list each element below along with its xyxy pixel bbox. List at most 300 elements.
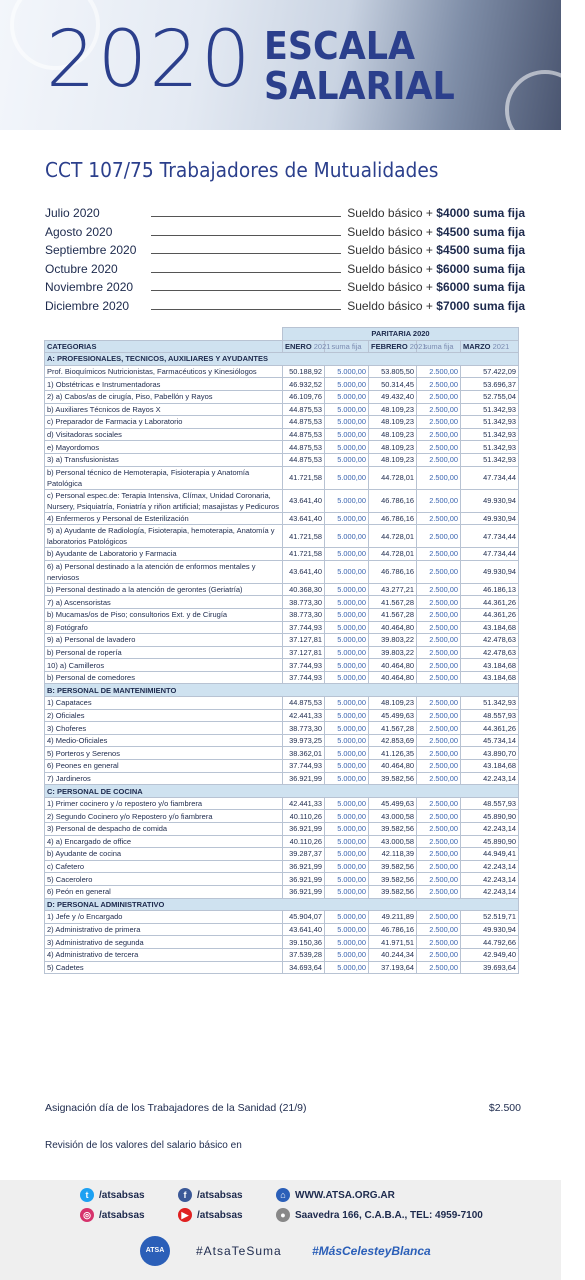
enero-value: 41.721,58	[283, 548, 325, 561]
table-row	[45, 860, 519, 873]
febrero-value: 43.000,58	[369, 835, 417, 848]
table-row	[45, 961, 519, 974]
enero-suma-fija: 5.000,00	[325, 772, 369, 785]
enero-suma-fija: 5.000,00	[325, 659, 369, 672]
febrero-suma-fija: 2.500,00	[417, 583, 461, 596]
marzo-value: 43.890,70	[461, 747, 519, 760]
enero-suma-fija: 5.000,00	[325, 365, 369, 378]
enero-suma-fija: 5.000,00	[325, 797, 369, 810]
table-row	[45, 722, 519, 735]
instagram-icon: ◎	[80, 1208, 94, 1222]
table-row	[45, 709, 519, 722]
marzo-value: 49.930,94	[461, 560, 519, 583]
table-row	[45, 548, 519, 561]
month-value: Sueldo básico + $6000 suma fija	[347, 280, 525, 295]
section-header-row	[45, 684, 519, 697]
enero-suma-fija: 5.000,00	[325, 390, 369, 403]
febrero-value: 41.567,28	[369, 608, 417, 621]
enero-suma-fija: 5.000,00	[325, 747, 369, 760]
enero-value: 37.744,93	[283, 659, 325, 672]
febrero-value: 39.803,22	[369, 634, 417, 647]
category-cell: d) Visitadoras sociales	[45, 428, 283, 441]
febrero-suma-fija: 2.500,00	[417, 646, 461, 659]
enero-value: 41.721,58	[283, 525, 325, 548]
year-title: 2020	[46, 15, 253, 105]
febrero-suma-fija: 2.500,00	[417, 911, 461, 924]
enero-suma-fija: 5.000,00	[325, 709, 369, 722]
enero-suma-fija: 5.000,00	[325, 810, 369, 823]
enero-suma-fija: 5.000,00	[325, 848, 369, 861]
enero-suma-fija: 5.000,00	[325, 634, 369, 647]
febrero-value: 49.432,40	[369, 390, 417, 403]
column-header-marzo: MARZO 2021	[461, 340, 519, 353]
febrero-suma-fija: 2.500,00	[417, 525, 461, 548]
marzo-value: 47.734,44	[461, 525, 519, 548]
marzo-value: 39.693,64	[461, 961, 519, 974]
enero-value: 39.973,25	[283, 734, 325, 747]
category-cell: c) Preparador de Farmacia y Laboratorio	[45, 416, 283, 429]
month-value: Sueldo básico + $6000 suma fija	[347, 261, 525, 276]
month-row	[45, 299, 525, 318]
enero-value: 46.932,52	[283, 378, 325, 391]
marzo-value: 45.890,90	[461, 835, 519, 848]
category-cell: 1) Obstétricas e Instrumentadoras	[45, 378, 283, 391]
febrero-suma-fija: 2.500,00	[417, 772, 461, 785]
marzo-value: 51.342,93	[461, 697, 519, 710]
section-header-row	[45, 353, 519, 366]
table-row	[45, 646, 519, 659]
section-header-row	[45, 898, 519, 911]
leader-line	[151, 216, 341, 217]
marzo-value: 44.949,41	[461, 848, 519, 861]
febrero-suma-fija: 2.500,00	[417, 441, 461, 454]
table-row	[45, 390, 519, 403]
enero-value: 40.368,30	[283, 583, 325, 596]
febrero-value: 40.464,80	[369, 621, 417, 634]
youtube-icon: ▶	[178, 1208, 192, 1222]
title-line-2: SALARIAL	[264, 64, 455, 108]
marzo-value: 42.478,63	[461, 634, 519, 647]
facebook-icon: f	[178, 1188, 192, 1202]
category-cell: b) Ayudante de Laboratorio y Farmacia	[45, 548, 283, 561]
febrero-suma-fija: 2.500,00	[417, 734, 461, 747]
category-cell: c) Cafetero	[45, 860, 283, 873]
category-cell: 8) Fotógrafo	[45, 621, 283, 634]
table-row	[45, 525, 519, 548]
category-cell: 4) Enfermeros y Personal de Esterilización	[45, 512, 283, 525]
category-cell: b) Personal técnico de Hemoterapia, Fisioterapia y Anatomía Patológica	[45, 466, 283, 489]
table-row	[45, 608, 519, 621]
column-header-febrero: FEBRERO 2021	[369, 340, 417, 353]
febrero-suma-fija: 2.500,00	[417, 390, 461, 403]
febrero-suma-fija: 2.500,00	[417, 747, 461, 760]
marzo-value: 45.734,14	[461, 734, 519, 747]
category-cell: b) Personal de ropería	[45, 646, 283, 659]
enero-value: 44.875,53	[283, 441, 325, 454]
enero-suma-fija: 5.000,00	[325, 512, 369, 525]
month-value: Sueldo básico + $7000 suma fija	[347, 298, 525, 313]
category-cell: 5) a) Ayudante de Radiología, Fisioterapia, hemoterapia, Anatomía y laboratorios Patológicos	[45, 525, 283, 548]
leader-line	[151, 253, 341, 254]
enero-value: 37.539,28	[283, 948, 325, 961]
address: ● Saavedra 166, C.A.B.A., TEL: 4959-7100	[276, 1208, 483, 1222]
category-cell: 3) Administrativo de segunda	[45, 936, 283, 949]
section-title: C: PERSONAL DE COCINA	[45, 785, 519, 798]
location-pin-icon: ●	[276, 1208, 290, 1222]
febrero-value: 49.211,89	[369, 911, 417, 924]
marzo-value: 43.184,68	[461, 760, 519, 773]
febrero-value: 48.109,23	[369, 403, 417, 416]
marzo-value: 46.186,13	[461, 583, 519, 596]
category-cell: 6) Peones en general	[45, 760, 283, 773]
category-cell: 7) a) Ascensoristas	[45, 596, 283, 609]
revision-note: Revisión de los valores del salario básico en	[45, 1140, 242, 1151]
category-cell: 6) a) Personal destinado a la atención de enformos mentales y nerviosos	[45, 560, 283, 583]
febrero-suma-fija: 2.500,00	[417, 416, 461, 429]
enero-value: 38.362,01	[283, 747, 325, 760]
table-row	[45, 428, 519, 441]
febrero-suma-fija: 2.500,00	[417, 823, 461, 836]
asignacion-value: $2.500	[488, 1102, 521, 1114]
febrero-value: 48.109,23	[369, 428, 417, 441]
febrero-suma-fija: 2.500,00	[417, 560, 461, 583]
febrero-suma-fija: 2.500,00	[417, 453, 461, 466]
home-icon: ⌂	[276, 1188, 290, 1202]
asignacion-label: Asignación día de los Trabajadores de la Sanidad (21/9)	[45, 1102, 307, 1114]
febrero-value: 45.499,63	[369, 709, 417, 722]
marzo-value: 49.930,94	[461, 512, 519, 525]
table-row	[45, 441, 519, 454]
febrero-value: 46.786,16	[369, 489, 417, 512]
enero-suma-fija: 5.000,00	[325, 378, 369, 391]
febrero-value: 39.582,56	[369, 860, 417, 873]
leader-line	[151, 309, 341, 310]
leader-line	[151, 235, 341, 236]
category-cell: b) Personal destinado a la atención de gerontes (Geriatría)	[45, 583, 283, 596]
table-row	[45, 378, 519, 391]
enero-value: 37.744,93	[283, 621, 325, 634]
enero-suma-fija: 5.000,00	[325, 466, 369, 489]
marzo-value: 52.755,04	[461, 390, 519, 403]
month-value: Sueldo básico + $4000 suma fija	[347, 206, 525, 220]
enero-value: 39.150,36	[283, 936, 325, 949]
marzo-value: 44.361,26	[461, 608, 519, 621]
febrero-value: 40.464,80	[369, 659, 417, 672]
enero-suma-fija: 5.000,00	[325, 608, 369, 621]
marzo-value: 42.243,14	[461, 860, 519, 873]
enero-suma-fija: 5.000,00	[325, 936, 369, 949]
enero-value: 36.921,99	[283, 860, 325, 873]
enero-suma-fija: 5.000,00	[325, 646, 369, 659]
table-row	[45, 466, 519, 489]
category-cell: 10) a) Camilleros	[45, 659, 283, 672]
febrero-value: 39.582,56	[369, 823, 417, 836]
table-header-row	[45, 328, 519, 341]
febrero-suma-fija: 2.500,00	[417, 709, 461, 722]
month-name: Noviembre 2020	[45, 280, 134, 295]
table-row	[45, 659, 519, 672]
febrero-value: 41.567,28	[369, 596, 417, 609]
category-cell: 1) Primer cocinero y /o repostero y/o fiambrera	[45, 797, 283, 810]
enero-value: 39.287,37	[283, 848, 325, 861]
category-cell: 4) Medio-Oficiales	[45, 734, 283, 747]
marzo-value: 51.342,93	[461, 403, 519, 416]
month-value: Sueldo básico + $4500 suma fija	[347, 224, 525, 239]
enero-value: 45.904,07	[283, 911, 325, 924]
table-row	[45, 416, 519, 429]
enero-suma-fija: 5.000,00	[325, 621, 369, 634]
table-row	[45, 873, 519, 886]
enero-value: 46.109,76	[283, 390, 325, 403]
febrero-suma-fija: 2.500,00	[417, 961, 461, 974]
leader-line	[151, 290, 341, 291]
table-row	[45, 453, 519, 466]
category-cell: 2) Administrativo de primera	[45, 923, 283, 936]
enero-suma-fija: 5.000,00	[325, 441, 369, 454]
enero-value: 37.127,81	[283, 646, 325, 659]
enero-suma-fija: 5.000,00	[325, 911, 369, 924]
enero-value: 36.921,99	[283, 772, 325, 785]
table-row	[45, 512, 519, 525]
enero-value: 50.188,92	[283, 365, 325, 378]
marzo-value: 48.557,93	[461, 797, 519, 810]
month-name: Diciembre 2020	[45, 298, 130, 313]
category-cell: 6) Peón en general	[45, 885, 283, 898]
section-title: D: PERSONAL ADMINISTRATIVO	[45, 898, 519, 911]
category-cell: c) Personal espec.de: Terapia Intensiva, Clímax, Unidad Coronaria, Nursery, Psiquiatría, Foniatría y riñon artificial; masajistas y Pedicuros	[45, 489, 283, 512]
enero-value: 37.127,81	[283, 634, 325, 647]
enero-value: 38.773,30	[283, 596, 325, 609]
enero-value: 43.641,40	[283, 512, 325, 525]
enero-suma-fija: 5.000,00	[325, 885, 369, 898]
febrero-value: 53.805,50	[369, 365, 417, 378]
table-row	[45, 489, 519, 512]
marzo-value: 51.342,93	[461, 416, 519, 429]
febrero-suma-fija: 2.500,00	[417, 548, 461, 561]
enero-suma-fija: 5.000,00	[325, 823, 369, 836]
enero-value: 43.641,40	[283, 560, 325, 583]
febrero-value: 42.118,39	[369, 848, 417, 861]
category-cell: b) Mucamas/os de Piso; consultorios Ext. y de Cirugía	[45, 608, 283, 621]
hashtag-atsatesuma: #AtsaTeSuma	[196, 1244, 282, 1258]
enero-value: 42.441,33	[283, 709, 325, 722]
febrero-value: 46.786,16	[369, 923, 417, 936]
enero-suma-fija: 5.000,00	[325, 428, 369, 441]
category-cell: 5) Cadetes	[45, 961, 283, 974]
month-row	[45, 206, 525, 225]
febrero-value: 46.786,16	[369, 560, 417, 583]
category-cell: 4) Administrativo de tercera	[45, 948, 283, 961]
category-cell: 5) Porteros y Serenos	[45, 747, 283, 760]
febrero-value: 48.109,23	[369, 453, 417, 466]
column-header-suma-fija: suma fija	[417, 340, 461, 353]
table-row	[45, 848, 519, 861]
category-cell: 7) Jardineros	[45, 772, 283, 785]
enero-value: 36.921,99	[283, 873, 325, 886]
month-name: Octubre 2020	[45, 261, 118, 276]
category-cell: Prof. Bioquímicos Nutricionistas, Farmacéuticos y Kinesiólogos	[45, 365, 283, 378]
febrero-value: 39.803,22	[369, 646, 417, 659]
enero-value: 43.641,40	[283, 489, 325, 512]
category-cell: e) Mayordomos	[45, 441, 283, 454]
febrero-value: 41.126,35	[369, 747, 417, 760]
monthly-increments	[45, 206, 525, 318]
febrero-suma-fija: 2.500,00	[417, 596, 461, 609]
enero-suma-fija: 5.000,00	[325, 961, 369, 974]
enero-suma-fija: 5.000,00	[325, 416, 369, 429]
enero-suma-fija: 5.000,00	[325, 525, 369, 548]
marzo-value: 42.949,40	[461, 948, 519, 961]
febrero-suma-fija: 2.500,00	[417, 466, 461, 489]
febrero-suma-fija: 2.500,00	[417, 923, 461, 936]
febrero-value: 37.193,64	[369, 961, 417, 974]
marzo-value: 42.243,14	[461, 772, 519, 785]
febrero-suma-fija: 2.500,00	[417, 797, 461, 810]
section-title: A: PROFESIONALES, TECNICOS, AUXILIARES Y AYUDANTES	[45, 353, 519, 366]
category-cell: 2) Oficiales	[45, 709, 283, 722]
column-header-suma-fija: suma fija	[325, 340, 369, 353]
febrero-suma-fija: 2.500,00	[417, 722, 461, 735]
enero-value: 44.875,53	[283, 403, 325, 416]
table-row	[45, 747, 519, 760]
enero-suma-fija: 5.000,00	[325, 583, 369, 596]
febrero-suma-fija: 2.500,00	[417, 835, 461, 848]
background-emblem	[505, 70, 585, 150]
category-cell: 5) Cacerolero	[45, 873, 283, 886]
instagram-link[interactable]: ◎ /atsabsas	[80, 1208, 145, 1222]
section-header-row	[45, 785, 519, 798]
enero-suma-fija: 5.000,00	[325, 923, 369, 936]
marzo-value: 44.361,26	[461, 596, 519, 609]
enero-value: 40.110,26	[283, 810, 325, 823]
enero-value: 36.921,99	[283, 885, 325, 898]
category-cell: 3) Choferes	[45, 722, 283, 735]
enero-suma-fija: 5.000,00	[325, 489, 369, 512]
table-row	[45, 835, 519, 848]
marzo-value: 48.557,93	[461, 709, 519, 722]
month-name: Julio 2020	[45, 206, 100, 220]
atsa-logo: ATSA	[140, 1236, 170, 1266]
category-cell: 3) a) Transfusionistas	[45, 453, 283, 466]
febrero-suma-fija: 2.500,00	[417, 848, 461, 861]
enero-value: 40.110,26	[283, 835, 325, 848]
marzo-value: 42.243,14	[461, 823, 519, 836]
month-row	[45, 243, 525, 262]
febrero-value: 45.499,63	[369, 797, 417, 810]
febrero-value: 41.971,51	[369, 936, 417, 949]
marzo-value: 42.243,14	[461, 885, 519, 898]
febrero-suma-fija: 2.500,00	[417, 512, 461, 525]
category-cell: 3) Personal de despacho de comida	[45, 823, 283, 836]
febrero-value: 39.582,56	[369, 873, 417, 886]
title-line-1: ESCALA	[264, 24, 416, 68]
facebook-link[interactable]: f /atsabsas	[178, 1188, 243, 1202]
marzo-value: 43.184,68	[461, 671, 519, 684]
febrero-value: 42.853,69	[369, 734, 417, 747]
section-title: B: PERSONAL DE MANTENIMIENTO	[45, 684, 519, 697]
enero-suma-fija: 5.000,00	[325, 596, 369, 609]
table-row	[45, 697, 519, 710]
febrero-value: 40.464,80	[369, 671, 417, 684]
table-row	[45, 583, 519, 596]
marzo-value: 53.696,37	[461, 378, 519, 391]
table-column-header-row	[45, 340, 519, 353]
enero-value: 44.875,53	[283, 428, 325, 441]
hashtag-mascelesteyblanca: #MásCelesteyBlanca	[312, 1244, 431, 1258]
table-row	[45, 365, 519, 378]
enero-value: 42.441,33	[283, 797, 325, 810]
febrero-suma-fija: 2.500,00	[417, 948, 461, 961]
enero-value: 38.773,30	[283, 608, 325, 621]
month-name: Agosto 2020	[45, 224, 113, 239]
enero-value: 34.693,64	[283, 961, 325, 974]
column-header-categorias: CATEGORIAS	[45, 340, 283, 353]
table-row	[45, 621, 519, 634]
enero-value: 44.875,53	[283, 453, 325, 466]
table-row	[45, 936, 519, 949]
table-row	[45, 797, 519, 810]
marzo-value: 45.890,90	[461, 810, 519, 823]
category-cell: b) Auxiliares Técnicos de Rayos X	[45, 403, 283, 416]
marzo-value: 44.361,26	[461, 722, 519, 735]
marzo-value: 44.792,66	[461, 936, 519, 949]
enero-suma-fija: 5.000,00	[325, 860, 369, 873]
febrero-value: 48.109,23	[369, 441, 417, 454]
table-row	[45, 634, 519, 647]
category-cell: 1) Jefe y /o Encargado	[45, 911, 283, 924]
month-row	[45, 262, 525, 281]
marzo-value: 47.734,44	[461, 466, 519, 489]
enero-suma-fija: 5.000,00	[325, 697, 369, 710]
enero-value: 44.875,53	[283, 416, 325, 429]
marzo-value: 57.422,09	[461, 365, 519, 378]
febrero-suma-fija: 2.500,00	[417, 760, 461, 773]
website-link[interactable]: ⌂ WWW.ATSA.ORG.AR	[276, 1188, 395, 1202]
febrero-suma-fija: 2.500,00	[417, 936, 461, 949]
enero-suma-fija: 5.000,00	[325, 671, 369, 684]
febrero-suma-fija: 2.500,00	[417, 621, 461, 634]
enero-suma-fija: 5.000,00	[325, 873, 369, 886]
enero-value: 37.744,93	[283, 671, 325, 684]
febrero-suma-fija: 2.500,00	[417, 378, 461, 391]
enero-suma-fija: 5.000,00	[325, 403, 369, 416]
febrero-value: 48.109,23	[369, 416, 417, 429]
header-banner	[0, 0, 561, 130]
febrero-suma-fija: 2.500,00	[417, 634, 461, 647]
enero-suma-fija: 5.000,00	[325, 948, 369, 961]
youtube-link[interactable]: ▶ /atsabsas	[178, 1208, 243, 1222]
table-row	[45, 823, 519, 836]
asignacion-row	[45, 1102, 521, 1114]
table-row	[45, 923, 519, 936]
paritaria-header: PARITARIA 2020	[283, 328, 519, 341]
table-row	[45, 734, 519, 747]
enero-suma-fija: 5.000,00	[325, 722, 369, 735]
column-header-enero: ENERO 2021	[283, 340, 325, 353]
marzo-value: 43.184,68	[461, 659, 519, 672]
enero-suma-fija: 5.000,00	[325, 453, 369, 466]
febrero-value: 40.464,80	[369, 760, 417, 773]
febrero-value: 46.786,16	[369, 512, 417, 525]
enero-value: 43.641,40	[283, 923, 325, 936]
twitter-link[interactable]: t /atsabsas	[80, 1188, 145, 1202]
febrero-value: 44.728,01	[369, 525, 417, 548]
febrero-value: 50.314,45	[369, 378, 417, 391]
marzo-value: 51.342,93	[461, 441, 519, 454]
table-row	[45, 560, 519, 583]
month-name: Septiembre 2020	[45, 243, 137, 258]
enero-suma-fija: 5.000,00	[325, 835, 369, 848]
